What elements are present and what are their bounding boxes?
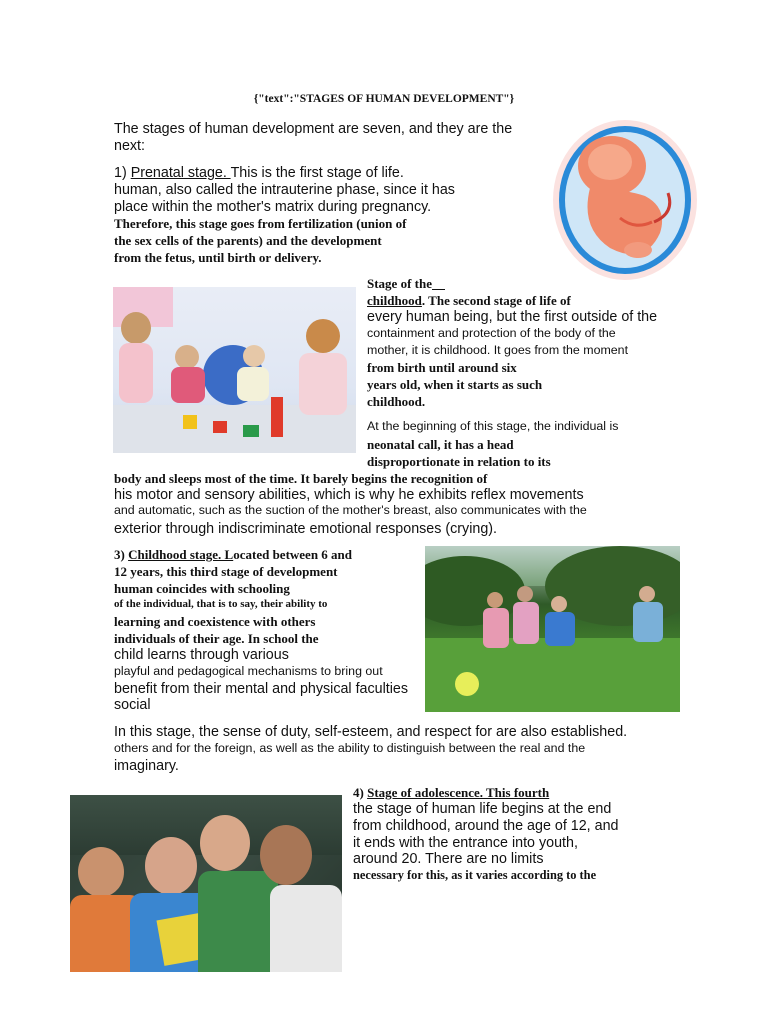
- prenatal-line-1: [114, 165, 404, 181]
- stage3-line-3: human coincides with schooling: [114, 581, 290, 596]
- stage3-line-5: learning and coexistence with others: [114, 614, 316, 629]
- childhood-line-8: childhood.: [367, 394, 426, 409]
- childhood-heading-rest: . The second stage of life of: [421, 293, 571, 308]
- stage3-line-10: social: [114, 697, 151, 713]
- adolescence-line-2: the stage of human life begins at the end: [353, 801, 612, 817]
- kids-playing-photo: [113, 287, 356, 453]
- stage3-line-1-rest: ocated between 6 and: [233, 547, 353, 562]
- childhood-para2-line-3: disproportionate in relation to its: [367, 454, 551, 469]
- adolescence-line-5: around 20. There are no limits: [353, 851, 544, 867]
- prenatal-line-1-rest: This is the first stage of life.: [230, 165, 404, 181]
- intro-line-2: next:: [114, 138, 145, 154]
- adolescence-line-4: it ends with the entrance into youth,: [353, 835, 578, 851]
- stage3-line-6: individuals of their age. In school the: [114, 631, 319, 646]
- adolescence-heading: Stage of adolescence. This fourth: [367, 785, 550, 800]
- childhood-para2-line-6: and automatic, such as the suction of the mother's breast, also communicates with the: [114, 503, 587, 517]
- childhood-para2-line-1: At the beginning of this stage, the individual is: [367, 419, 619, 433]
- stage3-line-7: child learns through various: [114, 647, 289, 663]
- prenatal-line-2: human, also called the intrauterine phase, since it has: [114, 182, 455, 198]
- fetus-illustration: [550, 118, 700, 283]
- stage3-line-9: benefit from their mental and physical faculties: [114, 681, 409, 697]
- childhood-line-5: mother, it is childhood. It goes from the moment: [367, 343, 629, 357]
- stage3-line-8: playful and pedagogical mechanisms to bring out: [114, 664, 383, 678]
- childhood-line-6: from birth until around six: [367, 360, 517, 375]
- prenatal-line-3: place within the mother's matrix during pregnancy.: [114, 199, 432, 215]
- adolescence-line-3: from childhood, around the age of 12, and: [353, 818, 619, 834]
- stage3-number: 3): [114, 547, 129, 562]
- childhood-line-7: years old, when it starts as such: [367, 377, 543, 392]
- adolescence-line-1: [353, 785, 549, 801]
- page-title: {"text":"STAGES OF HUMAN DEVELOPMENT"}: [253, 93, 515, 105]
- prenatal-line-6: from the fetus, until birth or delivery.: [114, 250, 322, 265]
- childhood-heading-word: childhood: [367, 293, 422, 308]
- childhood-para2-line-4: body and sleeps most of the time. It barely begins the recognition of: [114, 471, 488, 486]
- stage3-para2-line-2: others and for the foreign, as well as the ability to distinguish between the real and the: [114, 741, 586, 755]
- intro-line-1: The stages of human development are seven, and they are the: [114, 121, 513, 137]
- teenagers-photo: [70, 795, 342, 972]
- childhood-line-4: containment and protection of the body of the: [367, 326, 616, 340]
- childhood-heading-text: Stage of the: [367, 276, 432, 291]
- stage3-heading: Childhood stage. L: [128, 547, 234, 562]
- childhood-heading-blank: [432, 276, 445, 291]
- stage3-line-1: [114, 547, 352, 563]
- childhood-para2-line-7: exterior through indiscriminate emotional responses (crying).: [114, 521, 498, 537]
- adolescence-line-6: necessary for this, as it varies according to the: [353, 868, 597, 882]
- stage3-para2-line-3: imaginary.: [114, 758, 179, 774]
- prenatal-line-5: the sex cells of the parents) and the development: [114, 233, 382, 248]
- prenatal-number: 1): [114, 165, 131, 181]
- childhood-heading-line-1: [367, 276, 445, 292]
- childhood-heading-line-2: [367, 293, 571, 309]
- childhood-para2-line-5: his motor and sensory abilities, which is why he exhibits reflex movements: [114, 487, 584, 503]
- adolescence-number: 4): [353, 785, 368, 800]
- prenatal-line-4: Therefore, this stage goes from fertilization (union of: [114, 216, 407, 231]
- stage3-line-4: of the individual, that is to say, their ability to: [114, 598, 328, 610]
- prenatal-heading: Prenatal stage.: [130, 165, 231, 181]
- childhood-line-3: every human being, but the first outside of the: [367, 309, 658, 325]
- childhood-para2-line-2: neonatal call, it has a head: [367, 437, 514, 452]
- stage3-para2-line-1: In this stage, the sense of duty, self-esteem, and respect for are also established.: [114, 724, 628, 740]
- stage3-line-2: 12 years, this third stage of development: [114, 564, 338, 579]
- kids-soccer-photo: [425, 546, 680, 712]
